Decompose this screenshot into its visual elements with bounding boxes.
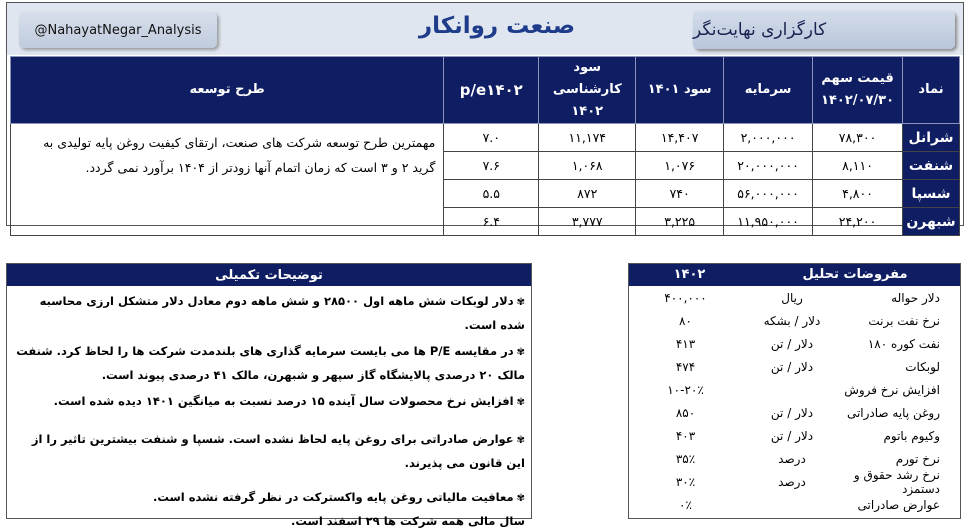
col-header-price: قیمت سهم ۱۴۰۲/۰۷/۳۰ (813, 57, 903, 124)
list-item: ✾افزایش نرخ محصولات سال آینده ۱۵ درصد نسبت به میانگین ۱۴۰۱ دیده شده است. (53, 394, 525, 408)
col-header-plan: طرح توسعه (11, 57, 444, 124)
table-row: روغن پایه صادراتی دلار / تن ۸۵۰ (675, 405, 940, 420)
notes-title: توضیحات تکمیلی (7, 264, 531, 286)
row-profit1401: ۷۴۰ (636, 180, 724, 208)
row-expert-profit: ۸۷۲ (539, 180, 636, 208)
notes-panel (6, 263, 532, 528)
table-row: نرخ رشد حقوق و دستمزد درصد ۳۰٪ (675, 467, 940, 496)
row-profit1401: ۱,۰۷۶ (636, 152, 724, 180)
row-profit1401: ۱۴,۴۰۷ (636, 124, 724, 152)
row-expert-profit: ۱۱,۱۷۴ (539, 124, 636, 152)
assumptions-panel (628, 263, 961, 519)
table-row (11, 124, 960, 152)
row-price: ۸,۱۱۰ (813, 152, 903, 180)
col-header-expert-profit: سود کارشناسی ۱۴۰۲ (539, 57, 636, 124)
row-profit1401: ۳,۲۲۵ (636, 208, 724, 236)
bullet-icon: ✾ (516, 435, 525, 446)
row-symbol: شسپا (903, 180, 960, 208)
table-row: افزایش نرخ فروش ۱۰-۲۰٪ (667, 382, 940, 397)
col-header-pe: p/e۱۴۰۲ (444, 57, 539, 124)
row-capital: ۲,۰۰۰,۰۰۰ (724, 124, 813, 152)
row-pe: ۷.۰ (444, 124, 539, 152)
notes-list (7, 286, 531, 532)
table-row: وکیوم باتوم دلار / تن ۴۰۳ (675, 428, 940, 443)
table-header-row (11, 57, 960, 124)
list-item: ✾در مقایسه P/E ها می بایست سرمایه گذاری های بلندمدت شرکت ها را لحاظ کرد. شنفت مالک ۲۰ درصدی پالایشگاه گاز سپهر و شبهرن، مالک ۴۱ درصدی پیوند است. (16, 344, 525, 382)
row-expert-profit: ۳,۷۷۷ (539, 208, 636, 236)
bullet-icon: ✾ (516, 493, 525, 504)
list-item: ✾دلار لوبکات شش ماهه اول ۲۸۵۰۰ و شش ماهه دوم معادل دلار متشکل ارزی محاسبه شده است. (39, 294, 525, 332)
list-item: ✾عوارض صادراتی برای روغن پایه لحاظ نشده است. شسپا و شنفت بیشترین تاثیر را از این قانون می پذیرند. (31, 432, 525, 470)
page-title: صنعت روانکار (418, 13, 576, 39)
bullet-icon: ✾ (516, 347, 525, 358)
social-handle-badge[interactable]: @NahayatNegar_Analysis (19, 12, 217, 48)
row-symbol: شبهرن (903, 208, 960, 236)
list-item: سال مالی همه شرکت ها ۲۹ اسفند است. (290, 514, 525, 528)
industry-panel (6, 2, 964, 230)
row-expert-profit: ۱,۰۶۸ (539, 152, 636, 180)
development-plan-text: مهمترین طرح توسعه شرکت های صنعت، ارتقای کیفیت روغن پایه تولیدی به گرید ۲ و ۳ است که زمان اتمام آنها زودتر از ۱۴۰۴ برآورد نمی گردد. (11, 124, 444, 236)
table-row: عوارض صادراتی ۰٪ (679, 497, 940, 512)
table-row: لوبکات دلار / تن ۴۷۴ (675, 359, 940, 374)
bullet-icon: ✾ (516, 397, 525, 408)
table-row: نرخ نفت برنت دلار / بشکه ۸۰ (679, 313, 940, 328)
row-price: ۷۸,۳۰۰ (813, 124, 903, 152)
row-pe: ۵.۵ (444, 180, 539, 208)
header-bar (7, 3, 963, 55)
table-row: نرخ تورم درصد ۳۵٪ (675, 451, 940, 466)
row-capital: ۱۱,۹۵۰,۰۰۰ (724, 208, 813, 236)
assumptions-table (629, 264, 960, 516)
row-symbol: شرانل (903, 124, 960, 152)
row-capital: ۵۶,۰۰۰,۰۰۰ (724, 180, 813, 208)
row-capital: ۲۰,۰۰۰,۰۰۰ (724, 152, 813, 180)
industry-table (10, 56, 960, 236)
assumptions-title: مفروضات تحلیل (802, 267, 908, 282)
table-row: نفت کوره ۱۸۰ دلار / تن ۴۱۳ (675, 336, 940, 351)
col-header-capital: سرمایه (724, 57, 813, 124)
list-item: ✾معافیت مالیاتی روغن پایه واکسترکت در نظر گرفته نشده است. (152, 490, 525, 504)
col-header-symbol: نماد (903, 57, 960, 124)
row-symbol: شنفت (903, 152, 960, 180)
row-price: ۲۴,۲۰۰ (813, 208, 903, 236)
col-header-profit1401: سود ۱۴۰۱ (636, 57, 724, 124)
row-pe: ۶.۴ (444, 208, 539, 236)
table-row: دلار حواله ریال ۴۰۰,۰۰۰ (664, 290, 940, 305)
assumptions-header (629, 264, 960, 286)
agency-badge: کارگزاری نهایت‌نگر (693, 11, 955, 49)
row-pe: ۷.۶ (444, 152, 539, 180)
bullet-icon: ✾ (516, 297, 525, 308)
row-price: ۴,۸۰۰ (813, 180, 903, 208)
assumptions-year: ۱۴۰۲ (673, 267, 706, 282)
